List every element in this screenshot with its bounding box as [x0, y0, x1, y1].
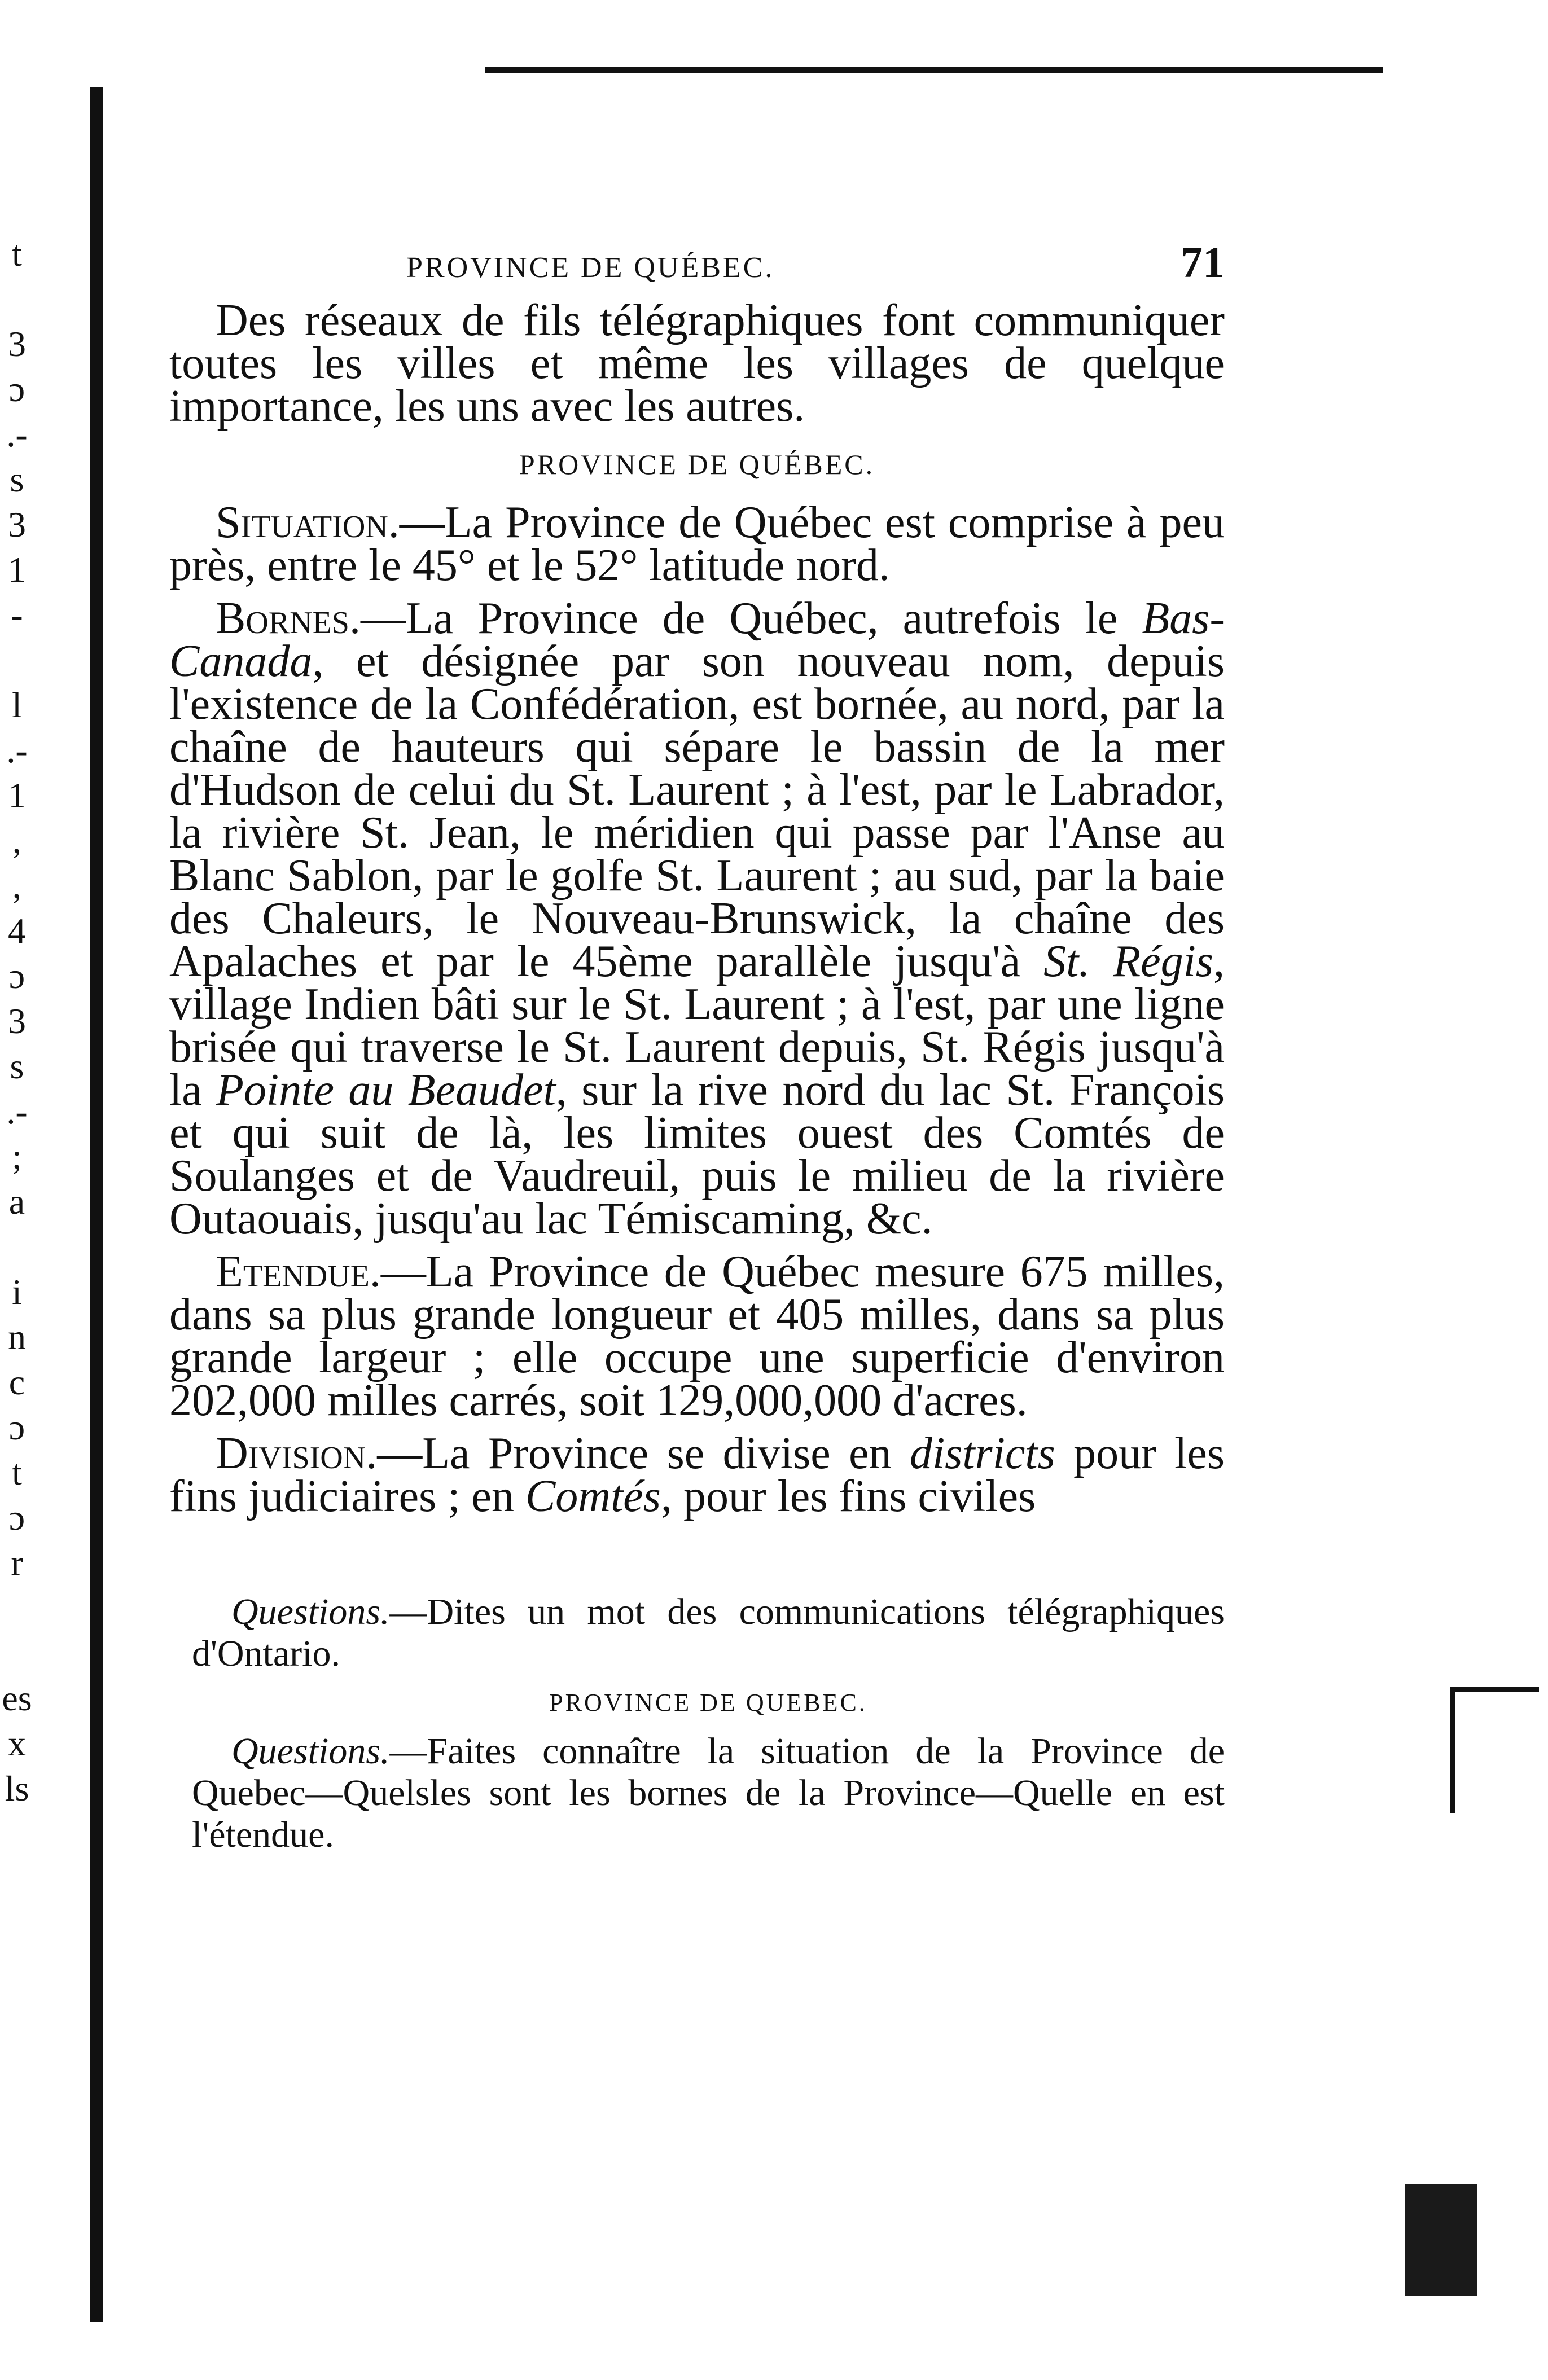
margin-fragment: s	[10, 459, 24, 499]
ink-blot	[1405, 2184, 1477, 2296]
margin-fragment: 4	[8, 911, 26, 951]
adjacent-page-fragments	[0, 231, 34, 1811]
division-text-e: , pour les fins civiles	[660, 1472, 1036, 1521]
margin-fragment: .-	[6, 730, 28, 770]
division-text-d: Comtés	[525, 1472, 661, 1521]
etendue-paragraph	[169, 1247, 1225, 1425]
division-paragraph	[169, 1429, 1225, 1521]
margin-fragment: ;	[12, 1136, 22, 1176]
bornes-label: Bornes.	[216, 594, 361, 643]
bornes-text-f: Pointe au Beaudet	[216, 1065, 556, 1115]
margin-fragment	[0, 1224, 34, 1270]
division-text-a: —La Province se divise en	[377, 1429, 910, 1478]
bornes-text-b: Bas-Canada	[169, 594, 1225, 686]
margin-fragment: -	[11, 595, 23, 635]
question-text: —Faites connaître la situation de la Province de Quebec—Quelsles sont les bornes de la Province—Quelle en est l'étendue.	[192, 1731, 1225, 1855]
situation-paragraph	[169, 498, 1225, 590]
bornes-paragraph	[169, 594, 1225, 1244]
etendue-label: Etendue.	[216, 1247, 381, 1297]
margin-fragment: 1	[8, 775, 26, 815]
book-page	[169, 237, 1225, 1856]
question-text: —Dites un mot des communications télégraphiques d'Ontario.	[192, 1591, 1225, 1674]
margin-fragment: 1	[8, 550, 26, 590]
division-label: Division.	[216, 1429, 378, 1478]
running-head: PROVINCE DE QUÉBEC.	[406, 252, 775, 284]
margin-fragment: .-	[6, 414, 28, 454]
margin-fragment: t	[12, 1452, 22, 1492]
margin-fragment: ɔ	[8, 1498, 25, 1538]
margin-fragment: 3	[8, 324, 26, 364]
margin-fragment: s	[10, 1046, 24, 1086]
margin-fragment: l	[12, 685, 22, 725]
margin-fragment: r	[11, 1543, 23, 1583]
margin-fragment: ɔ	[8, 956, 25, 996]
margin-fragment	[0, 276, 34, 322]
page-number: 71	[1181, 238, 1225, 287]
margin-fragment: ls	[5, 1768, 29, 1808]
bornes-text-a: —La Province de Québec, autrefois le	[360, 594, 1142, 643]
margin-fragment: ɔ	[8, 369, 25, 409]
margin-fragment: n	[8, 1317, 26, 1357]
situation-text: —La Province de Québec est comprise à peu près, entre le 45° et le 52° latitude nord.	[169, 498, 1225, 590]
bornes-text-e: , village Indien bâti sur le St. Laurent ; à l'est, par une ligne brisée qui traverse le St. Laurent depuis, St. Régis jusqu'à la	[169, 937, 1225, 1115]
margin-fragment: ,	[12, 866, 21, 906]
situation-label: Situation.	[216, 498, 400, 547]
page-header	[169, 237, 1225, 299]
margin-fragment: x	[8, 1723, 26, 1763]
division-text-b: districts	[909, 1429, 1055, 1478]
binding-edge	[90, 87, 103, 2322]
division-text-c: pour les fins judiciaires ; en	[169, 1429, 1225, 1521]
questions-block	[169, 1591, 1225, 1856]
question-label: Questions.	[231, 1591, 390, 1632]
question-quebec	[192, 1731, 1225, 1856]
margin-fragment: .-	[6, 1091, 28, 1131]
bornes-text-g: , sur la rive nord du lac St. François et qui suit de là, les limites ouest des Comtés de Soulanges et de Vaudreuil, puis le milieu de la rivière Outaouais, jusqu'au lac Témiscaming, &c.	[169, 1065, 1225, 1244]
margin-bracket	[1450, 1687, 1539, 1813]
margin-fragment: ɔ	[8, 1407, 25, 1447]
margin-fragment	[0, 1631, 34, 1676]
etendue-text: —La Province de Québec mesure 675 milles, dans sa plus grande longueur et 405 milles, dans sa plus grande largeur ; elle occupe une superficie d'environ 202,000 milles carrés, soit 129,000,000 d'acres.	[169, 1247, 1225, 1425]
margin-fragment: 3	[8, 504, 26, 544]
margin-fragment: ,	[12, 820, 21, 860]
question-label: Questions.	[231, 1731, 390, 1772]
margin-fragment: c	[8, 1362, 25, 1402]
margin-fragment: i	[12, 1272, 22, 1312]
question-ontario	[192, 1591, 1225, 1675]
margin-fragment: t	[12, 234, 22, 274]
bornes-text-c: , et désignée par son nouveau nom, depuis l'existence de la Confédération, est bornée, au nord, par la chaîne de hauteurs qui sépare le bassin de la mer d'Hudson de celui du St. Laurent ; à l'est, par le Labrador, la rivière St. Jean, le méridien qui passe par l'Anse au Blanc Sablon, par le golfe St. Laurent ; au sud, par la baie des Chaleurs, le Nouveau-Brunswick, la chaîne des Apalaches et par le 45ème parallèle jusqu'à	[169, 636, 1225, 986]
margin-fragment	[0, 638, 34, 683]
margin-fragment: 3	[8, 1001, 26, 1041]
intro-paragraph: Des réseaux de fils télégraphiques font communiquer toutes les villes et même les villages de quelque importance, les uns avec les autres.	[169, 296, 1225, 431]
margin-fragment: es	[2, 1678, 32, 1718]
questions-section-title: PROVINCE DE QUEBEC.	[549, 1689, 867, 1716]
top-rule	[485, 67, 1383, 73]
section-title: PROVINCE DE QUÉBEC.	[519, 449, 875, 480]
margin-fragment: a	[8, 1182, 25, 1222]
bornes-text-d: St. Régis	[1043, 937, 1213, 986]
margin-fragment	[0, 1586, 34, 1631]
